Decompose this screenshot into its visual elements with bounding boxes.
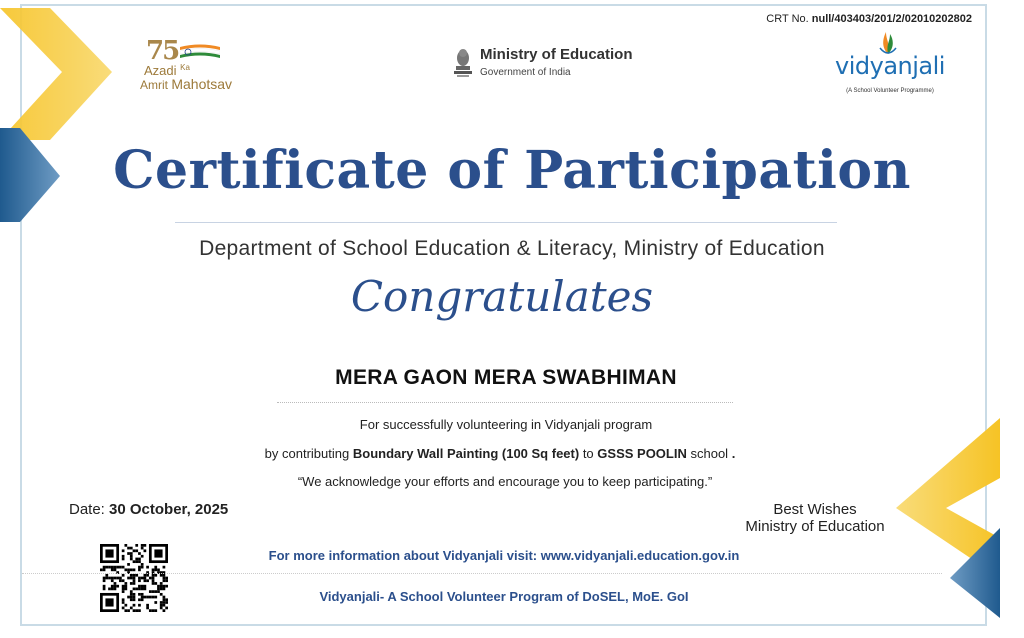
title-divider: [175, 222, 837, 223]
national-emblem-icon: [452, 44, 474, 78]
azadi-ka-amrit-mahotsav-logo: 75 Azadi $^{Ka}$ Amrit Mahotsav: [140, 36, 233, 92]
contribution-text: by contributing Boundary Wall Painting (100 Sq feet) to GSSS POOLIN school .: [264, 446, 736, 461]
contribution-name: Boundary Wall Painting (100 Sq feet): [352, 446, 580, 461]
footer-divider: [22, 573, 942, 574]
footer-text: Vidyanjali- A School Volunteer Program of DoSEL, MoE. GoI: [319, 589, 689, 604]
certificate-number: CRT No. null/403403/201/2/02010202802: [766, 13, 972, 25]
issue-date: Date: 30 October, 2025: [69, 501, 229, 518]
acknowledgement-quote: “We acknowledge your efforts and encourage you to keep participating.”: [297, 474, 713, 489]
best-wishes-signature: Best Wishes Ministry of Education: [745, 501, 885, 535]
certificate-title: Certificate of Participation: [113, 140, 911, 201]
more-info-text: For more information about Vidyanjali visit: www.vidyanjali.education.gov.in: [268, 548, 740, 563]
vidyanjali-logo: vidyanjali (A School Volunteer Programme): [830, 30, 950, 100]
recipient-name: MERA GAON MERA SWABHIMAN: [335, 366, 677, 389]
recipient-divider: [277, 402, 733, 403]
school-name: GSSS POOLIN: [597, 446, 687, 461]
department-name: Department of School Education & Literacy, Ministry of Education: [199, 237, 825, 260]
tricolor-flag-icon: [180, 42, 220, 60]
ministry-of-education-logo: Ministry of Education Government of India: [452, 42, 652, 87]
volunteering-text: For successfully volunteering in Vidyanjali program: [359, 417, 653, 432]
congratulates-text: Congratulates: [350, 272, 654, 321]
